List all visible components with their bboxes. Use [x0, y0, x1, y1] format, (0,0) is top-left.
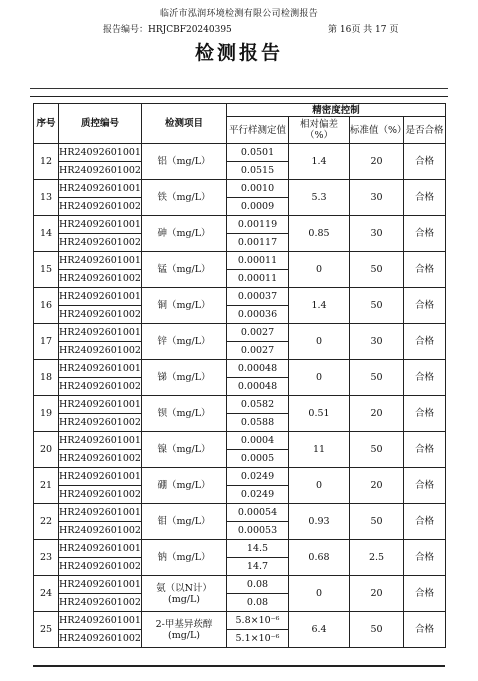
- rel-dev-cell: 0.85: [289, 216, 350, 252]
- item-cell: 钼（mg/L）: [142, 504, 227, 540]
- parallel-value-cell: 0.08: [227, 576, 289, 594]
- rel-dev-cell: 11: [289, 432, 350, 468]
- seq-cell: 24: [34, 576, 59, 612]
- table-row: [34, 432, 446, 450]
- report-company-header: 临沂市泓润环境检测有限公司检测报告: [159, 9, 319, 19]
- parallel-value-cell: 0.0501: [227, 144, 289, 162]
- rel-dev-cell: 6.4: [289, 612, 350, 648]
- result-cell: 合格: [404, 396, 446, 432]
- result-cell: 合格: [404, 252, 446, 288]
- qc-id-cell: HR24092601001: [59, 612, 142, 630]
- std-cell: 20: [350, 396, 404, 432]
- table-row: [34, 324, 446, 342]
- seq-cell: 13: [34, 180, 59, 216]
- std-cell: 2.5: [350, 540, 404, 576]
- std-cell: 30: [350, 180, 404, 216]
- result-cell: 合格: [404, 324, 446, 360]
- header-rule-thick: [30, 96, 448, 97]
- parallel-value-cell: 0.0027: [227, 324, 289, 342]
- header-rule-thin: [30, 88, 448, 89]
- parallel-value-cell: 0.0582: [227, 396, 289, 414]
- col-header-qc-no: 质控编号: [59, 104, 142, 144]
- rel-dev-cell: 0: [289, 576, 350, 612]
- qc-id-cell: HR24092601002: [59, 486, 142, 504]
- item-cell: 钡（mg/L）: [142, 396, 227, 432]
- qc-id-cell: HR24092601001: [59, 576, 142, 594]
- seq-cell: 20: [34, 432, 59, 468]
- item-cell: 砷（mg/L）: [142, 216, 227, 252]
- seq-cell: 21: [34, 468, 59, 504]
- seq-cell: 15: [34, 252, 59, 288]
- parallel-value-cell: 14.5: [227, 540, 289, 558]
- page-indicator: 第 16页 共 17 页: [328, 25, 399, 35]
- parallel-value-cell: 0.0588: [227, 414, 289, 432]
- seq-cell: 16: [34, 288, 59, 324]
- table-row: [34, 144, 446, 162]
- result-cell: 合格: [404, 216, 446, 252]
- qc-id-cell: HR24092601001: [59, 432, 142, 450]
- std-cell: 50: [350, 504, 404, 540]
- report-number: 报告编号：HRJCBF20240395: [103, 25, 232, 35]
- rel-dev-cell: 0: [289, 468, 350, 504]
- parallel-value-cell: 0.00054: [227, 504, 289, 522]
- table-row: [34, 216, 446, 234]
- qc-id-cell: HR24092601002: [59, 594, 142, 612]
- qc-id-cell: HR24092601002: [59, 342, 142, 360]
- parallel-value-cell: 0.00117: [227, 234, 289, 252]
- parallel-value-cell: 0.00048: [227, 360, 289, 378]
- std-cell: 30: [350, 216, 404, 252]
- std-cell: 50: [350, 252, 404, 288]
- qc-id-cell: HR24092601001: [59, 324, 142, 342]
- parallel-value-cell: 0.0027: [227, 342, 289, 360]
- col-header-precision-group: 精密度控制: [227, 104, 446, 117]
- col-header-item: 检测项目: [142, 104, 227, 144]
- qc-id-cell: HR24092601002: [59, 630, 142, 648]
- rel-dev-cell: 1.4: [289, 144, 350, 180]
- table-row: [34, 504, 446, 522]
- result-cell: 合格: [404, 432, 446, 468]
- parallel-value-cell: 0.00119: [227, 216, 289, 234]
- rel-dev-cell: 0: [289, 324, 350, 360]
- qc-id-cell: HR24092601002: [59, 306, 142, 324]
- seq-cell: 25: [34, 612, 59, 648]
- std-cell: 20: [350, 144, 404, 180]
- col-header-parallel: 平行样测定值: [227, 117, 289, 144]
- parallel-value-cell: 0.0249: [227, 486, 289, 504]
- item-cell: 2-甲基异莰醇(mg/L): [142, 612, 227, 648]
- parallel-value-cell: 0.0010: [227, 180, 289, 198]
- parallel-value-cell: 5.1×10⁻⁶: [227, 630, 289, 648]
- qc-id-cell: HR24092601001: [59, 288, 142, 306]
- table-row: [34, 576, 446, 594]
- qc-id-cell: HR24092601001: [59, 468, 142, 486]
- parallel-value-cell: 0.0005: [227, 450, 289, 468]
- parallel-value-cell: 0.00011: [227, 270, 289, 288]
- parallel-value-cell: 5.8×10⁻⁶: [227, 612, 289, 630]
- seq-cell: 22: [34, 504, 59, 540]
- parallel-value-cell: 0.00048: [227, 378, 289, 396]
- item-cell: 钠（mg/L）: [142, 540, 227, 576]
- result-cell: 合格: [404, 360, 446, 396]
- table-row: [34, 396, 446, 414]
- std-cell: 50: [350, 612, 404, 648]
- std-cell: 20: [350, 468, 404, 504]
- qc-id-cell: HR24092601001: [59, 540, 142, 558]
- parallel-value-cell: 0.08: [227, 594, 289, 612]
- seq-cell: 12: [34, 144, 59, 180]
- qc-id-cell: HR24092601001: [59, 180, 142, 198]
- result-cell: 合格: [404, 180, 446, 216]
- table-row: [34, 540, 446, 558]
- qc-precision-table: [33, 103, 446, 648]
- parallel-value-cell: 0.0515: [227, 162, 289, 180]
- col-header-std: 标准值（%）: [350, 117, 404, 144]
- parallel-value-cell: 0.00011: [227, 252, 289, 270]
- item-cell: 铜（mg/L）: [142, 288, 227, 324]
- seq-cell: 17: [34, 324, 59, 360]
- std-cell: 50: [350, 432, 404, 468]
- parallel-value-cell: 0.00053: [227, 522, 289, 540]
- qc-id-cell: HR24092601002: [59, 378, 142, 396]
- std-cell: 20: [350, 576, 404, 612]
- qc-id-cell: HR24092601001: [59, 396, 142, 414]
- std-cell: 30: [350, 324, 404, 360]
- qc-id-cell: HR24092601002: [59, 414, 142, 432]
- qc-id-cell: HR24092601001: [59, 504, 142, 522]
- qc-id-cell: HR24092601002: [59, 234, 142, 252]
- qc-id-cell: HR24092601002: [59, 450, 142, 468]
- table-row: [34, 468, 446, 486]
- result-cell: 合格: [404, 576, 446, 612]
- rel-dev-cell: 0: [289, 252, 350, 288]
- qc-id-cell: HR24092601002: [59, 162, 142, 180]
- result-cell: 合格: [404, 288, 446, 324]
- item-cell: 锑（mg/L）: [142, 360, 227, 396]
- table-bottom-rule: [33, 665, 445, 667]
- col-header-pass: 是否合格: [404, 117, 446, 144]
- col-header-seq: 序号: [34, 104, 59, 144]
- seq-cell: 14: [34, 216, 59, 252]
- item-cell: 硼（mg/L）: [142, 468, 227, 504]
- seq-cell: 18: [34, 360, 59, 396]
- item-cell: 氨（以N计）(mg/L): [142, 576, 227, 612]
- item-cell: 镍（mg/L）: [142, 432, 227, 468]
- table-row: [34, 360, 446, 378]
- item-cell: 锌（mg/L）: [142, 324, 227, 360]
- qc-id-cell: HR24092601002: [59, 522, 142, 540]
- qc-id-cell: HR24092601001: [59, 216, 142, 234]
- table-row: [34, 180, 446, 198]
- std-cell: 50: [350, 360, 404, 396]
- table-body: [34, 144, 446, 648]
- qc-id-cell: HR24092601001: [59, 144, 142, 162]
- result-cell: 合格: [404, 468, 446, 504]
- parallel-value-cell: 0.0009: [227, 198, 289, 216]
- result-cell: 合格: [404, 144, 446, 180]
- seq-cell: 19: [34, 396, 59, 432]
- qc-id-cell: HR24092601002: [59, 270, 142, 288]
- item-cell: 铁（mg/L）: [142, 180, 227, 216]
- qc-id-cell: HR24092601002: [59, 558, 142, 576]
- qc-id-cell: HR24092601001: [59, 252, 142, 270]
- col-header-rel-dev: 相对偏差（%）: [289, 117, 350, 144]
- seq-cell: 23: [34, 540, 59, 576]
- result-cell: 合格: [404, 504, 446, 540]
- rel-dev-cell: 0.68: [289, 540, 350, 576]
- rel-dev-cell: 0.93: [289, 504, 350, 540]
- report-title: 检测报告: [194, 42, 283, 64]
- item-cell: 铝（mg/L）: [142, 144, 227, 180]
- std-cell: 50: [350, 288, 404, 324]
- rel-dev-cell: 5.3: [289, 180, 350, 216]
- rel-dev-cell: 0.51: [289, 396, 350, 432]
- qc-id-cell: HR24092601001: [59, 360, 142, 378]
- table-row: [34, 612, 446, 630]
- result-cell: 合格: [404, 612, 446, 648]
- table-row: [34, 288, 446, 306]
- table-row: [34, 252, 446, 270]
- rel-dev-cell: 1.4: [289, 288, 350, 324]
- rel-dev-cell: 0: [289, 360, 350, 396]
- parallel-value-cell: 0.0004: [227, 432, 289, 450]
- qc-id-cell: HR24092601002: [59, 198, 142, 216]
- parallel-value-cell: 0.0249: [227, 468, 289, 486]
- parallel-value-cell: 0.00036: [227, 306, 289, 324]
- parallel-value-cell: 14.7: [227, 558, 289, 576]
- parallel-value-cell: 0.00037: [227, 288, 289, 306]
- item-cell: 锰（mg/L）: [142, 252, 227, 288]
- result-cell: 合格: [404, 540, 446, 576]
